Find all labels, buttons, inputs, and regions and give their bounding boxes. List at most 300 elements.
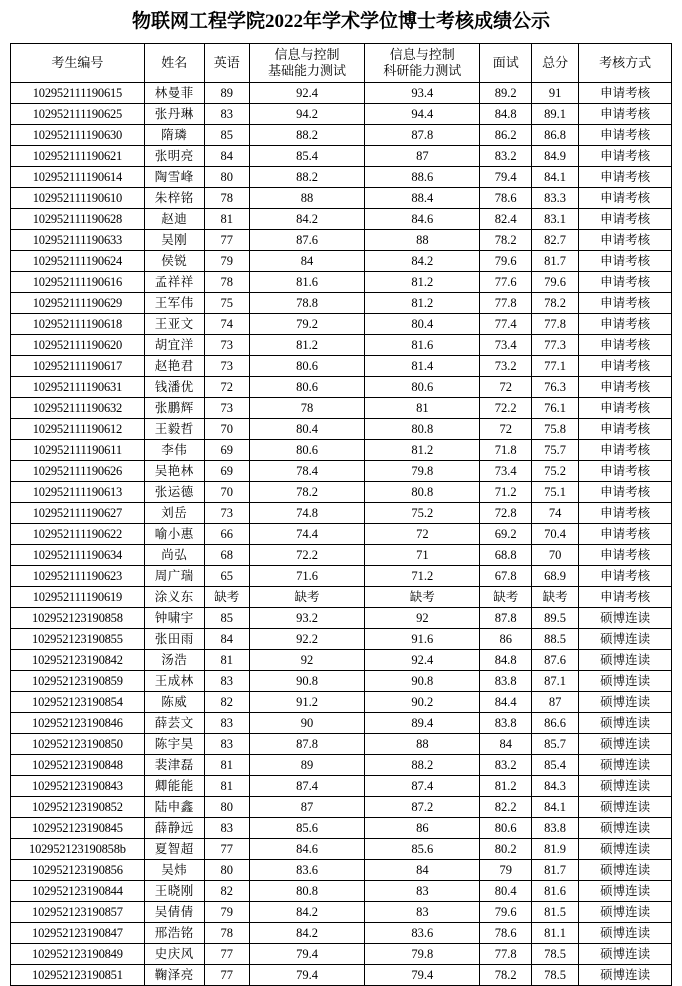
cell-id: 102952123190855 (11, 629, 145, 650)
cell-name: 陈宇昊 (144, 734, 204, 755)
cell-interview: 79.6 (480, 251, 531, 272)
cell-total: 79.6 (531, 272, 578, 293)
cell-total: 78.2 (531, 293, 578, 314)
table-row (11, 83, 672, 104)
cell-basic: 78.8 (249, 293, 364, 314)
cell-mode: 申请考核 (579, 524, 672, 545)
cell-id: 102952111190620 (11, 335, 145, 356)
cell-total: 76.3 (531, 377, 578, 398)
cell-interview: 69.2 (480, 524, 531, 545)
cell-mode: 申请考核 (579, 125, 672, 146)
cell-basic: 84 (249, 251, 364, 272)
cell-id: 102952111190626 (11, 461, 145, 482)
cell-interview: 86.2 (480, 125, 531, 146)
table-row (11, 524, 672, 545)
cell-total: 77.8 (531, 314, 578, 335)
cell-research: 84 (365, 860, 480, 881)
cell-interview: 84 (480, 734, 531, 755)
cell-basic: 94.2 (249, 104, 364, 125)
cell-total: 78.5 (531, 944, 578, 965)
cell-total: 84.1 (531, 167, 578, 188)
cell-name: 李伟 (144, 440, 204, 461)
cell-interview: 71.8 (480, 440, 531, 461)
cell-name: 张明亮 (144, 146, 204, 167)
column-header-research (365, 44, 480, 83)
cell-english: 73 (204, 335, 249, 356)
cell-name: 卿能能 (144, 776, 204, 797)
cell-interview: 84.4 (480, 692, 531, 713)
cell-interview: 72 (480, 419, 531, 440)
table-row (11, 692, 672, 713)
cell-interview: 缺考 (480, 587, 531, 608)
cell-basic: 89 (249, 755, 364, 776)
column-header-interview: 面试 (480, 44, 531, 83)
cell-id: 102952111190612 (11, 419, 145, 440)
table-row (11, 314, 672, 335)
cell-name: 吴倩倩 (144, 902, 204, 923)
cell-research: 81.2 (365, 440, 480, 461)
cell-total: 缺考 (531, 587, 578, 608)
cell-english: 82 (204, 881, 249, 902)
cell-basic: 88.2 (249, 125, 364, 146)
cell-english: 70 (204, 419, 249, 440)
cell-id: 102952123190852 (11, 797, 145, 818)
cell-basic: 缺考 (249, 587, 364, 608)
cell-basic: 80.6 (249, 440, 364, 461)
cell-interview: 82.2 (480, 797, 531, 818)
cell-name: 王毅哲 (144, 419, 204, 440)
cell-total: 81.7 (531, 860, 578, 881)
cell-research: 72 (365, 524, 480, 545)
table-row (11, 230, 672, 251)
cell-name: 王军伟 (144, 293, 204, 314)
cell-interview: 89.2 (480, 83, 531, 104)
cell-basic: 88.2 (249, 167, 364, 188)
table-row (11, 860, 672, 881)
cell-research: 84.2 (365, 251, 480, 272)
table-row (11, 146, 672, 167)
cell-id: 102952123190856 (11, 860, 145, 881)
cell-basic: 80.6 (249, 377, 364, 398)
cell-english: 70 (204, 482, 249, 503)
table-row (11, 482, 672, 503)
cell-research: 71.2 (365, 566, 480, 587)
cell-research: 90.2 (365, 692, 480, 713)
cell-basic: 79.4 (249, 944, 364, 965)
table-row (11, 881, 672, 902)
cell-research: 83.6 (365, 923, 480, 944)
cell-research: 83 (365, 881, 480, 902)
cell-total: 83.3 (531, 188, 578, 209)
cell-id: 102952111190624 (11, 251, 145, 272)
cell-basic: 80.4 (249, 419, 364, 440)
cell-interview: 77.6 (480, 272, 531, 293)
cell-english: 84 (204, 629, 249, 650)
cell-mode: 硕博连读 (579, 713, 672, 734)
cell-id: 102952111190622 (11, 524, 145, 545)
table-row (11, 671, 672, 692)
column-header-research-line1: 信息与控制 (389, 47, 455, 62)
cell-mode: 硕博连读 (579, 923, 672, 944)
cell-id: 102952123190844 (11, 881, 145, 902)
cell-id: 102952111190619 (11, 587, 145, 608)
cell-name: 朱梓铭 (144, 188, 204, 209)
cell-total: 81.9 (531, 839, 578, 860)
column-header-basic-line1: 信息与控制 (274, 47, 340, 62)
table-row (11, 167, 672, 188)
cell-basic: 79.4 (249, 965, 364, 986)
cell-basic: 72.2 (249, 545, 364, 566)
cell-english: 68 (204, 545, 249, 566)
cell-total: 77.1 (531, 356, 578, 377)
cell-total: 84.1 (531, 797, 578, 818)
cell-basic: 71.6 (249, 566, 364, 587)
cell-research: 90.8 (365, 671, 480, 692)
cell-basic: 84.2 (249, 209, 364, 230)
cell-mode: 申请考核 (579, 293, 672, 314)
cell-total: 75.8 (531, 419, 578, 440)
cell-interview: 73.4 (480, 335, 531, 356)
cell-id: 102952123190849 (11, 944, 145, 965)
cell-basic: 87.6 (249, 230, 364, 251)
table-row (11, 818, 672, 839)
cell-mode: 硕博连读 (579, 944, 672, 965)
cell-interview: 79.6 (480, 902, 531, 923)
cell-basic: 74.8 (249, 503, 364, 524)
cell-research: 88.2 (365, 755, 480, 776)
cell-id: 102952111190613 (11, 482, 145, 503)
cell-english: 缺考 (204, 587, 249, 608)
table-header-row (11, 44, 672, 83)
cell-total: 70.4 (531, 524, 578, 545)
cell-mode: 申请考核 (579, 461, 672, 482)
column-header-total: 总分 (531, 44, 578, 83)
page-title: 物联网工程学院2022年学术学位博士考核成绩公示 (131, 11, 550, 32)
cell-interview: 80.4 (480, 881, 531, 902)
column-header-mode: 考核方式 (579, 44, 672, 83)
cell-mode: 申请考核 (579, 419, 672, 440)
cell-english: 81 (204, 209, 249, 230)
cell-mode: 申请考核 (579, 335, 672, 356)
cell-interview: 84.8 (480, 650, 531, 671)
cell-name: 鞠泽亮 (144, 965, 204, 986)
cell-total: 85.7 (531, 734, 578, 755)
table-row (11, 377, 672, 398)
cell-name: 侯锐 (144, 251, 204, 272)
cell-research: 81.6 (365, 335, 480, 356)
cell-name: 赵迪 (144, 209, 204, 230)
cell-id: 102952123190858b (11, 839, 145, 860)
cell-id: 102952123190851 (11, 965, 145, 986)
cell-english: 83 (204, 734, 249, 755)
cell-total: 81.1 (531, 923, 578, 944)
cell-english: 65 (204, 566, 249, 587)
cell-total: 70 (531, 545, 578, 566)
cell-id: 102952123190858 (11, 608, 145, 629)
cell-research: 93.4 (365, 83, 480, 104)
cell-total: 78.5 (531, 965, 578, 986)
cell-total: 81.7 (531, 251, 578, 272)
cell-english: 82 (204, 692, 249, 713)
cell-english: 83 (204, 818, 249, 839)
cell-mode: 硕博连读 (579, 965, 672, 986)
cell-mode: 申请考核 (579, 209, 672, 230)
cell-research: 79.8 (365, 461, 480, 482)
cell-total: 85.4 (531, 755, 578, 776)
cell-research: 86 (365, 818, 480, 839)
cell-id: 102952123190854 (11, 692, 145, 713)
column-header-name: 姓名 (144, 44, 204, 83)
cell-research: 87.4 (365, 776, 480, 797)
cell-english: 83 (204, 713, 249, 734)
cell-mode: 申请考核 (579, 587, 672, 608)
table-row (11, 776, 672, 797)
table-row (11, 734, 672, 755)
cell-basic: 79.2 (249, 314, 364, 335)
cell-name: 尚弘 (144, 545, 204, 566)
cell-interview: 80.2 (480, 839, 531, 860)
cell-research: 81.2 (365, 293, 480, 314)
cell-interview: 78.6 (480, 923, 531, 944)
cell-total: 89.1 (531, 104, 578, 125)
cell-id: 102952123190843 (11, 776, 145, 797)
cell-mode: 申请考核 (579, 377, 672, 398)
cell-id: 102952123190847 (11, 923, 145, 944)
cell-english: 72 (204, 377, 249, 398)
cell-research: 79.8 (365, 944, 480, 965)
table-row (11, 902, 672, 923)
cell-research: 88 (365, 230, 480, 251)
cell-name: 张丹琳 (144, 104, 204, 125)
cell-id: 102952111190617 (11, 356, 145, 377)
cell-basic: 87 (249, 797, 364, 818)
cell-total: 81.6 (531, 881, 578, 902)
table-row (11, 797, 672, 818)
cell-id: 102952111190615 (11, 83, 145, 104)
cell-total: 87.1 (531, 671, 578, 692)
cell-research: 92 (365, 608, 480, 629)
cell-interview: 82.4 (480, 209, 531, 230)
table-row (11, 335, 672, 356)
table-row (11, 587, 672, 608)
cell-mode: 硕博连读 (579, 650, 672, 671)
cell-research: 85.6 (365, 839, 480, 860)
cell-basic: 85.6 (249, 818, 364, 839)
cell-name: 张鹏辉 (144, 398, 204, 419)
cell-english: 75 (204, 293, 249, 314)
cell-name: 陶雪峰 (144, 167, 204, 188)
cell-research: 75.2 (365, 503, 480, 524)
cell-name: 隋璘 (144, 125, 204, 146)
cell-basic: 90.8 (249, 671, 364, 692)
cell-id: 102952111190616 (11, 272, 145, 293)
cell-total: 68.9 (531, 566, 578, 587)
cell-research: 79.4 (365, 965, 480, 986)
cell-research: 91.6 (365, 629, 480, 650)
cell-name: 周广瑞 (144, 566, 204, 587)
cell-english: 79 (204, 251, 249, 272)
cell-english: 77 (204, 965, 249, 986)
cell-name: 王晓刚 (144, 881, 204, 902)
cell-name: 王亚文 (144, 314, 204, 335)
cell-interview: 83.8 (480, 671, 531, 692)
cell-interview: 87.8 (480, 608, 531, 629)
cell-total: 82.7 (531, 230, 578, 251)
cell-research: 87.2 (365, 797, 480, 818)
cell-basic: 84.2 (249, 902, 364, 923)
cell-name: 邢浩铭 (144, 923, 204, 944)
table-row (11, 608, 672, 629)
cell-id: 102952111190611 (11, 440, 145, 461)
cell-interview: 73.4 (480, 461, 531, 482)
cell-total: 75.2 (531, 461, 578, 482)
cell-id: 102952111190632 (11, 398, 145, 419)
table-row (11, 545, 672, 566)
table-row (11, 944, 672, 965)
cell-basic: 83.6 (249, 860, 364, 881)
cell-name: 王成林 (144, 671, 204, 692)
cell-research: 87.8 (365, 125, 480, 146)
cell-interview: 71.2 (480, 482, 531, 503)
cell-basic: 93.2 (249, 608, 364, 629)
cell-total: 77.3 (531, 335, 578, 356)
cell-interview: 83.8 (480, 713, 531, 734)
cell-research: 84.6 (365, 209, 480, 230)
cell-name: 薛静远 (144, 818, 204, 839)
cell-interview: 84.8 (480, 104, 531, 125)
table-body (11, 83, 672, 986)
cell-research: 71 (365, 545, 480, 566)
cell-total: 87 (531, 692, 578, 713)
cell-basic: 88 (249, 188, 364, 209)
table-row (11, 419, 672, 440)
cell-english: 77 (204, 839, 249, 860)
cell-id: 102952111190630 (11, 125, 145, 146)
cell-total: 87.6 (531, 650, 578, 671)
cell-english: 77 (204, 230, 249, 251)
cell-total: 89.5 (531, 608, 578, 629)
cell-basic: 84.2 (249, 923, 364, 944)
cell-basic: 84.6 (249, 839, 364, 860)
cell-mode: 申请考核 (579, 503, 672, 524)
cell-name: 陈威 (144, 692, 204, 713)
cell-basic: 85.4 (249, 146, 364, 167)
cell-name: 赵艳君 (144, 356, 204, 377)
cell-mode: 申请考核 (579, 356, 672, 377)
cell-id: 102952111190629 (11, 293, 145, 314)
cell-basic: 81.2 (249, 335, 364, 356)
cell-mode: 申请考核 (579, 566, 672, 587)
cell-mode: 申请考核 (579, 146, 672, 167)
cell-id: 102952111190623 (11, 566, 145, 587)
cell-interview: 77.4 (480, 314, 531, 335)
table-row (11, 356, 672, 377)
cell-id: 102952123190848 (11, 755, 145, 776)
cell-mode: 申请考核 (579, 272, 672, 293)
table-row (11, 272, 672, 293)
cell-name: 林曼菲 (144, 83, 204, 104)
cell-english: 83 (204, 104, 249, 125)
cell-research: 81 (365, 398, 480, 419)
cell-total: 91 (531, 83, 578, 104)
cell-english: 81 (204, 755, 249, 776)
cell-id: 102952111190614 (11, 167, 145, 188)
cell-basic: 92.4 (249, 83, 364, 104)
cell-name: 胡宜洋 (144, 335, 204, 356)
table-row (11, 440, 672, 461)
cell-english: 69 (204, 461, 249, 482)
cell-total: 86.8 (531, 125, 578, 146)
cell-interview: 77.8 (480, 944, 531, 965)
cell-basic: 87.8 (249, 734, 364, 755)
cell-basic: 78 (249, 398, 364, 419)
cell-interview: 73.2 (480, 356, 531, 377)
table-row (11, 923, 672, 944)
cell-english: 85 (204, 125, 249, 146)
cell-total: 88.5 (531, 629, 578, 650)
cell-basic: 80.6 (249, 356, 364, 377)
cell-english: 74 (204, 314, 249, 335)
table-row (11, 713, 672, 734)
cell-interview: 86 (480, 629, 531, 650)
cell-mode: 硕博连读 (579, 776, 672, 797)
cell-english: 81 (204, 776, 249, 797)
cell-name: 夏智超 (144, 839, 204, 860)
cell-name: 吴炜 (144, 860, 204, 881)
cell-id: 102952123190845 (11, 818, 145, 839)
cell-research: 87 (365, 146, 480, 167)
cell-basic: 80.8 (249, 881, 364, 902)
cell-id: 102952111190628 (11, 209, 145, 230)
cell-english: 69 (204, 440, 249, 461)
cell-mode: 硕博连读 (579, 692, 672, 713)
cell-mode: 申请考核 (579, 314, 672, 335)
cell-total: 74 (531, 503, 578, 524)
table-row (11, 965, 672, 986)
cell-total: 76.1 (531, 398, 578, 419)
table-header (11, 44, 672, 83)
table-row (11, 188, 672, 209)
cell-interview: 78.2 (480, 965, 531, 986)
cell-name: 薛芸文 (144, 713, 204, 734)
cell-mode: 申请考核 (579, 398, 672, 419)
cell-mode: 硕博连读 (579, 734, 672, 755)
cell-interview: 78.6 (480, 188, 531, 209)
cell-mode: 硕博连读 (579, 671, 672, 692)
cell-id: 102952123190859 (11, 671, 145, 692)
cell-mode: 硕博连读 (579, 629, 672, 650)
grades-table (10, 43, 672, 986)
table-row (11, 251, 672, 272)
cell-name: 汤浩 (144, 650, 204, 671)
cell-name: 钱潘优 (144, 377, 204, 398)
cell-basic: 81.6 (249, 272, 364, 293)
cell-basic: 78.4 (249, 461, 364, 482)
cell-mode: 硕博连读 (579, 818, 672, 839)
cell-total: 86.6 (531, 713, 578, 734)
cell-interview: 77.8 (480, 293, 531, 314)
cell-basic: 91.2 (249, 692, 364, 713)
cell-total: 81.5 (531, 902, 578, 923)
cell-name: 钟啸宇 (144, 608, 204, 629)
cell-interview: 79 (480, 860, 531, 881)
cell-research: 88.6 (365, 167, 480, 188)
cell-name: 张田雨 (144, 629, 204, 650)
cell-total: 75.7 (531, 440, 578, 461)
column-header-english: 英语 (204, 44, 249, 83)
cell-mode: 硕博连读 (579, 881, 672, 902)
cell-english: 73 (204, 503, 249, 524)
